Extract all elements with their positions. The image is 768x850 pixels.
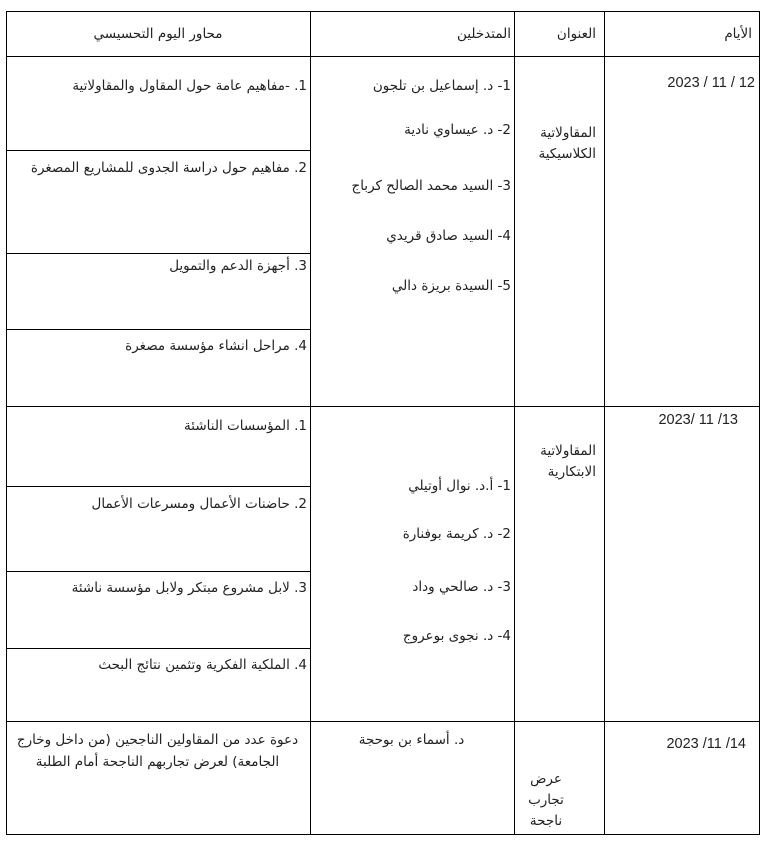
row1-axis: 4. مراحل انشاء مؤسسة مصغرة [125,338,307,354]
row2-speaker: 2- د. كريمة بوفنارة [402,526,511,542]
row1-axis: 2. مفاهيم حول دراسة الجدوى للمشاريع المصغرة [30,160,307,176]
row1-title: المقاولاتية الكلاسيكية [538,125,596,162]
row2-axis: 4. الملكية الفكرية وتثمين نتائج البحث [98,657,307,673]
axes-subdivider [6,150,311,151]
axes-subdivider [6,486,311,487]
row1-date: 2023 / 11 / 12 [667,75,755,91]
axes-subdivider [6,648,311,649]
row2-date: 2023/ 11 /13 [658,412,738,428]
row2-speaker: 4- د. نجوى بوعروج [402,628,511,644]
table-border-top [6,11,760,12]
row1-axis: 1. -مفاهيم عامة حول المقاول والمقاولاتية [72,78,307,94]
axes-subdivider [6,329,311,330]
row3-axis: دعوة عدد من المقاولين الناجحين (من داخل وخارج الجامعة) لعرض تجاربهم الناجحة أمام الطلبة [16,732,299,770]
schedule-table [6,11,760,835]
row2-divider [6,721,760,722]
table-border-bottom [6,834,760,835]
row3-title-line: عرض [530,771,562,787]
axes-subdivider [6,253,311,254]
row1-speaker: 1- د. إسماعيل بن تلجون [372,78,511,94]
row1-speaker: 3- السيد محمد الصالح كرباج [351,178,511,194]
row3-title-line: ناجحة [529,813,563,829]
header-speakers: المتدخلين [457,26,511,42]
row1-divider [6,406,760,407]
row3-speaker: د. أسماء بن بوحجة [358,732,465,748]
header-divider [6,56,760,57]
axes-subdivider [6,571,311,572]
header-axes: محاور اليوم التحسيسي [93,26,223,42]
row3-title-line: تجارب [528,792,564,808]
column-divider-axes [310,11,311,835]
row1-speaker: 5- السيدة بريزة دالي [391,278,511,294]
row1-speaker: 2- د. عيساوي نادية [404,122,511,138]
header-title: العنوان [556,26,596,42]
column-divider-title [604,11,605,835]
row3-date: 2023 /11 /14 [666,736,746,752]
row2-axis: 2. حاضنات الأعمال ومسرعات الأعمال [91,496,307,512]
row2-axis: 1. المؤسسات الناشئة [184,418,307,434]
table-border-left [6,11,7,835]
row2-speaker: 1- أ.د. نوال أوتيلي [408,478,511,494]
table-border-right [759,11,760,835]
row2-speaker: 3- د. صالحي وداد [412,579,511,595]
row1-speaker: 4- السيد صادق قريدي [386,228,511,244]
column-divider-speakers [514,11,515,835]
row2-title: المقاولاتية الابتكارية [540,443,596,480]
row2-axis: 3. لابل مشروع مبتكر ولابل مؤسسة ناشئة [71,580,307,596]
header-days: الأيام [724,26,752,42]
row1-axis: 3. أجهزة الدعم والتمويل [169,258,307,274]
